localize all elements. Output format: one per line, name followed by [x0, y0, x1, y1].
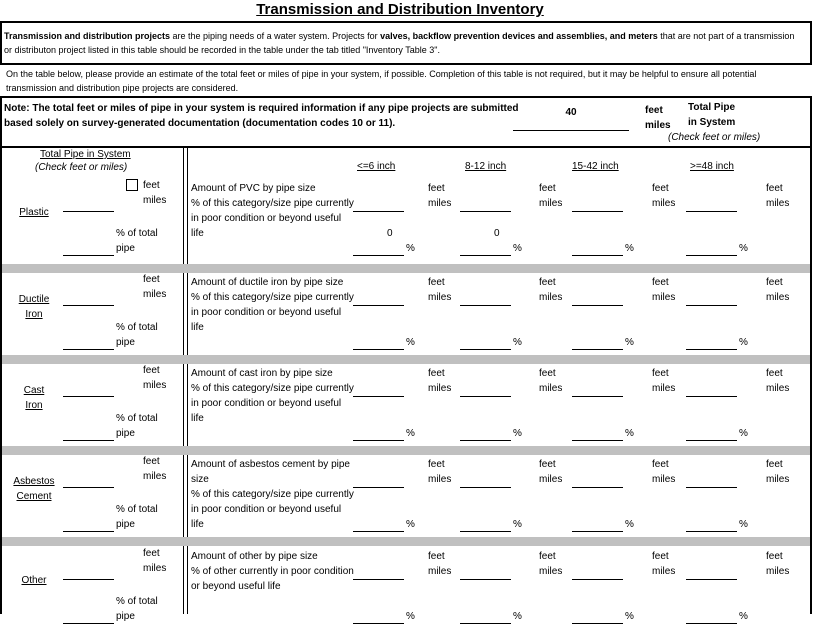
pct-sign: %	[406, 519, 415, 530]
pct-sign: %	[625, 519, 634, 530]
pct-sign: %	[739, 337, 748, 348]
unit-miles-label: miles	[652, 383, 676, 394]
amount-field[interactable]	[353, 305, 404, 306]
unit-feet-label: feet	[143, 548, 160, 559]
pct-total-field[interactable]	[63, 531, 114, 532]
pct-field[interactable]	[353, 255, 404, 256]
left-header-check: (Check feet or miles)	[35, 162, 128, 173]
unit-feet-label: feet	[428, 183, 445, 194]
pct-sign: %	[513, 428, 522, 439]
unit-miles-label: miles	[766, 198, 790, 209]
row-description: Amount of cast iron by pipe size % of this category/size pipe currently in poor condition or beyond useful life	[191, 368, 354, 424]
pct-field[interactable]	[686, 255, 737, 256]
pct-sign: %	[513, 611, 522, 622]
pct-sign: %	[513, 243, 522, 254]
unit-miles-label: miles	[766, 383, 790, 394]
amount-field[interactable]	[572, 305, 623, 306]
unit-feet-label: feet	[766, 551, 783, 562]
pct-total-label: % of total	[116, 322, 158, 333]
amount-field[interactable]	[353, 487, 404, 488]
unit-feet-label: feet	[766, 277, 783, 288]
column-header: 8-12 inch	[465, 161, 507, 172]
unit-miles-label: miles	[766, 292, 790, 303]
unit-feet-label: feet	[652, 277, 669, 288]
unit-miles-label: miles	[539, 474, 563, 485]
unit-miles-label: miles	[143, 471, 167, 482]
pct-field[interactable]	[572, 531, 623, 532]
row-description: Amount of ductile iron by pipe size % of this category/size pipe currently in poor condition or beyond useful life	[191, 277, 354, 333]
total-pipe-underline	[513, 130, 629, 131]
pct-sign: %	[406, 337, 415, 348]
feet-checkbox[interactable]	[126, 179, 138, 191]
unit-miles-label: miles	[652, 292, 676, 303]
page-title: Transmission and Distribution Inventory	[256, 1, 544, 18]
unit-miles-label: miles	[428, 198, 452, 209]
total-pipe-field[interactable]	[63, 305, 114, 306]
column-header: <=6 inch	[357, 161, 396, 172]
pipe-label: pipe	[116, 243, 135, 254]
unit-feet-label: feet	[143, 274, 160, 285]
unit-miles-label: miles	[143, 195, 167, 206]
pipe-label: pipe	[116, 611, 135, 622]
amount-field[interactable]	[572, 211, 623, 212]
pct-sign: %	[625, 611, 634, 622]
pct-total-field[interactable]	[63, 349, 114, 350]
amount-field[interactable]	[686, 305, 737, 306]
unit-miles-label: miles	[428, 292, 452, 303]
pct-field[interactable]	[686, 349, 737, 350]
intro-text: Transmission and distribution projects are the piping needs of a water system. Projects for valves, backflow prevention devices and assemblies, and meters that are not part of a transmission or distributon project listed in this table should be recorded in the table under the tab titled "Inventory Table 3".	[4, 31, 795, 55]
left-header: Total Pipe in System	[40, 149, 131, 160]
pct-sign: %	[625, 243, 634, 254]
unit-miles-label: miles	[539, 566, 563, 577]
pct-value[interactable]: 0	[387, 228, 393, 239]
unit-feet-label: feet	[539, 368, 556, 379]
pct-field[interactable]	[686, 440, 737, 441]
total-pipe-field[interactable]	[63, 211, 114, 212]
row-description: Amount of other by pipe size % of other currently in poor condition or beyond useful life	[191, 551, 354, 592]
pct-total-field[interactable]	[63, 255, 114, 256]
unit-feet-label: feet	[143, 180, 160, 191]
amount-field[interactable]	[572, 487, 623, 488]
pct-sign: %	[739, 611, 748, 622]
unit-feet-label: feet	[652, 368, 669, 379]
material-label: Other	[21, 575, 47, 586]
pct-field[interactable]	[353, 440, 404, 441]
pct-sign: %	[513, 519, 522, 530]
row-separator	[2, 537, 810, 546]
total-pipe-title: Total Pipe in System	[688, 102, 736, 128]
pct-field[interactable]	[460, 255, 511, 256]
pct-sign: %	[625, 428, 634, 439]
pct-field[interactable]	[353, 349, 404, 350]
unit-miles-label: miles	[428, 383, 452, 394]
pct-total-label: % of total	[116, 504, 158, 515]
row-description: Amount of PVC by pipe size % of this category/size pipe currently in poor condition or beyond useful life	[191, 183, 354, 239]
amount-field[interactable]	[353, 579, 404, 580]
amount-field[interactable]	[686, 211, 737, 212]
amount-field[interactable]	[686, 487, 737, 488]
unit-feet-label: feet	[766, 183, 783, 194]
amount-field[interactable]	[572, 396, 623, 397]
total-pipe-field[interactable]	[63, 396, 114, 397]
unit-feet-label: feet	[652, 551, 669, 562]
total-pipe-field[interactable]	[63, 487, 114, 488]
amount-field[interactable]	[460, 211, 511, 212]
unit-miles-label: miles	[539, 292, 563, 303]
unit-feet-label: feet	[428, 459, 445, 470]
amount-field[interactable]	[686, 579, 737, 580]
pipe-label: pipe	[116, 519, 135, 530]
pct-field[interactable]	[460, 349, 511, 350]
total-unit-labels: feet miles	[645, 105, 671, 131]
unit-feet-label: feet	[539, 183, 556, 194]
row-description: Amount of asbestos cement by pipe size % of this category/size pipe currently in poor condition or beyond useful life	[191, 459, 354, 530]
pipe-label: pipe	[116, 428, 135, 439]
unit-feet-label: feet	[766, 459, 783, 470]
pct-sign: %	[406, 611, 415, 622]
unit-feet-label: feet	[428, 368, 445, 379]
pct-field[interactable]	[353, 531, 404, 532]
unit-feet-label: feet	[143, 365, 160, 376]
unit-miles-label: miles	[428, 474, 452, 485]
material-label: Cast Iron	[23, 385, 45, 411]
unit-miles-label: miles	[652, 474, 676, 485]
total-pipe-value[interactable]: 40	[565, 107, 577, 118]
unit-miles-label: miles	[652, 566, 676, 577]
unit-feet-label: feet	[539, 551, 556, 562]
pct-total-label: % of total	[116, 413, 158, 424]
material-label: Asbestos Cement	[13, 476, 55, 502]
unit-feet-label: feet	[539, 459, 556, 470]
unit-feet-label: feet	[428, 277, 445, 288]
amount-field[interactable]	[572, 579, 623, 580]
amount-field[interactable]	[353, 396, 404, 397]
unit-miles-label: miles	[766, 566, 790, 577]
pct-sign: %	[739, 243, 748, 254]
pct-sign: %	[739, 519, 748, 530]
pct-sign: %	[406, 243, 415, 254]
material-label: Plastic	[19, 207, 49, 218]
pct-field[interactable]	[572, 349, 623, 350]
pct-field[interactable]	[686, 531, 737, 532]
unit-miles-label: miles	[428, 566, 452, 577]
pct-field[interactable]	[460, 440, 511, 441]
unit-miles-label: miles	[143, 563, 167, 574]
amount-field[interactable]	[686, 396, 737, 397]
column-header: >=48 inch	[690, 161, 734, 172]
unit-miles-label: miles	[143, 289, 167, 300]
unit-miles-label: miles	[766, 474, 790, 485]
amount-field[interactable]	[460, 305, 511, 306]
pct-total-label: % of total	[116, 596, 158, 607]
pct-value[interactable]: 0	[494, 228, 500, 239]
material-label: Ductile Iron	[18, 294, 50, 320]
amount-field[interactable]	[460, 396, 511, 397]
unit-feet-label: feet	[539, 277, 556, 288]
pct-total-label: % of total	[116, 228, 158, 239]
check-feet-miles-note: (Check feet or miles)	[668, 132, 761, 143]
unit-feet-label: feet	[652, 183, 669, 194]
column-header: 15-42 inch	[572, 161, 619, 172]
pct-total-field[interactable]	[63, 440, 114, 441]
unit-miles-label: miles	[652, 198, 676, 209]
amount-field[interactable]	[460, 487, 511, 488]
unit-feet-label: feet	[652, 459, 669, 470]
pct-sign: %	[739, 428, 748, 439]
pct-sign: %	[625, 337, 634, 348]
pct-sign: %	[513, 337, 522, 348]
row-separator	[2, 446, 810, 455]
amount-field[interactable]	[460, 579, 511, 580]
unit-miles-label: miles	[539, 383, 563, 394]
pipe-label: pipe	[116, 337, 135, 348]
unit-feet-label: feet	[143, 456, 160, 467]
total-pipe-field[interactable]	[63, 579, 114, 580]
pct-field[interactable]	[572, 440, 623, 441]
pct-field[interactable]	[572, 255, 623, 256]
row-separator	[2, 264, 810, 273]
note-text: Note: The total feet or miles of pipe in your system is required information if any pipe projects are submitted based solely on survey-generated documentation (documentation codes 10 or 11).	[4, 103, 519, 129]
instruction-text: On the table below, please provide an estimate of the total feet or miles of pipe in your system, if possible. Completion of this table is not required, but it may be helpful to ensure all potential transmission and distribution pipe projects are considered.	[6, 69, 757, 93]
row-separator	[2, 355, 810, 364]
pct-field[interactable]	[460, 531, 511, 532]
unit-miles-label: miles	[143, 380, 167, 391]
unit-miles-label: miles	[539, 198, 563, 209]
unit-feet-label: feet	[428, 551, 445, 562]
amount-field[interactable]	[353, 211, 404, 212]
pct-sign: %	[406, 428, 415, 439]
unit-feet-label: feet	[766, 368, 783, 379]
